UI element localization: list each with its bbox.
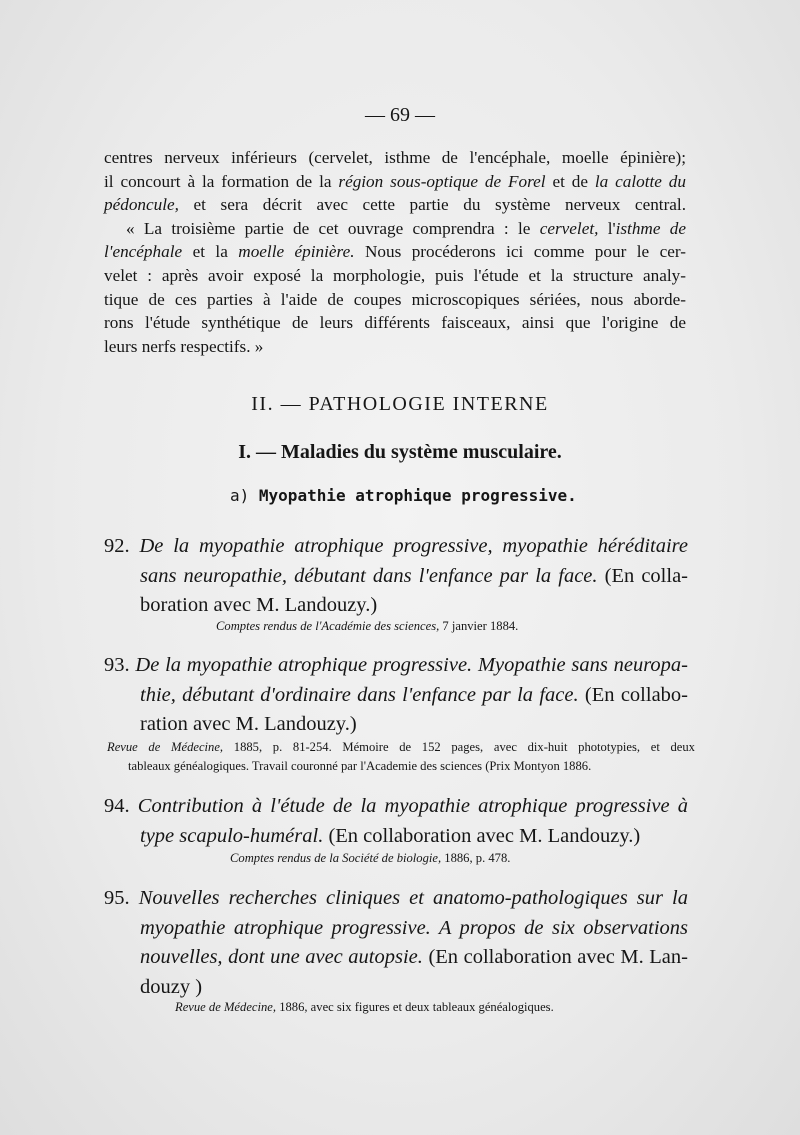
page-number: — 69 — — [365, 104, 435, 126]
subheading — [230, 486, 577, 505]
intro-line: l'encéphale et la moelle épinière. Nous procéderons ici comme pour le cer- — [104, 242, 686, 262]
citation-94: Comptes rendus de la Société de biologie, 1886, p. 478. — [230, 851, 511, 865]
entry-number: 94. — [104, 795, 130, 817]
citation-95: Revue de Médecine, 1886, avec six figures et deux tableaux généalogiques. — [175, 1000, 554, 1014]
bibliography-entry-93 — [104, 651, 688, 740]
entry-line: thie, débutant d'ordinaire dans l'enfance par la face. (En collabo- — [140, 683, 689, 706]
chapter-label: I. — — [238, 441, 277, 463]
bibliography-entry-95 — [104, 884, 688, 1002]
section-heading: II. — PATHOLOGIE INTERNE — [251, 393, 549, 415]
bibliography-entry-92 — [104, 532, 688, 621]
entry-line: ration avec M. Landouzy.) — [140, 713, 357, 735]
entry-line: 93. De la myopathie atrophique progressive. Myopathie sans neuropa- — [104, 654, 688, 676]
entry-line: sans neuropathie, débutant dans l'enfance par la face. (En colla- — [140, 564, 689, 587]
intro-line: velet : après avoir exposé la morphologie, puis l'étude et la structure analy- — [104, 265, 686, 285]
subheading-label: a) — [230, 486, 250, 505]
intro-line: leurs nerfs respectifs. » — [104, 336, 264, 356]
subheading-title: Myopathie atrophique progressive. — [258, 486, 577, 505]
citation-93: Revue de Médecine, 1885, p. 81-254. Mémoire de 152 pages, avec dix-huit phototypies, et deux tableaux généalogiques. Travail couronné par l'Academie des sciences (Prix Montyon 1886. — [107, 740, 695, 773]
entry-number: 93. — [104, 654, 130, 676]
entry-number: 95. — [104, 887, 130, 909]
intro-line: tique de ces parties à l'aide de coupes microscopiques sériées, nous aborde- — [104, 289, 686, 309]
entry-line: nouvelles, dont une avec autopsie. (En collaboration avec M. Lan- — [140, 946, 688, 968]
intro-line: pédoncule, et sera décrit avec cette partie du système nerveux central. — [104, 195, 686, 215]
entry-line: 95. Nouvelles recherches cliniques et anatomo-pathologiques sur la — [104, 887, 688, 909]
entry-line: boration avec M. Landouzy.) — [140, 594, 378, 616]
citation-92: Comptes rendus de l'Académie des sciences, 7 janvier 1884. — [216, 619, 519, 633]
intro-line: il concourt à la formation de la région sous-optique de Forel et de la calotte du — [104, 171, 686, 191]
entry-number: 92. — [104, 535, 130, 557]
intro-line: « La troisième partie de cet ouvrage comprendra : le cervelet, l'isthme de — [126, 218, 686, 238]
entry-line: 94. Contribution à l'étude de la myopathie atrophique progressive à — [104, 795, 689, 817]
bibliography-entry-94 — [104, 792, 688, 851]
intro-line: rons l'étude synthétique de leurs différents faisceaux, ainsi que l'origine de — [104, 313, 686, 333]
chapter-heading — [0, 441, 800, 464]
entry-line: myopathie atrophique progressive. A propos de six observations — [140, 916, 688, 939]
chapter-title: Maladies du système musculaire. — [281, 441, 562, 463]
entry-line: type scapulo-huméral. (En collaboration avec M. Landouzy.) — [140, 824, 641, 847]
entry-line: douzy ) — [140, 975, 203, 998]
entry-line: 92. De la myopathie atrophique progressive, myopathie héréditaire — [104, 535, 689, 557]
intro-line: centres nerveux inférieurs (cervelet, isthme de l'encéphale, moelle épinière); — [104, 148, 686, 167]
intro-paragraph — [104, 146, 686, 358]
